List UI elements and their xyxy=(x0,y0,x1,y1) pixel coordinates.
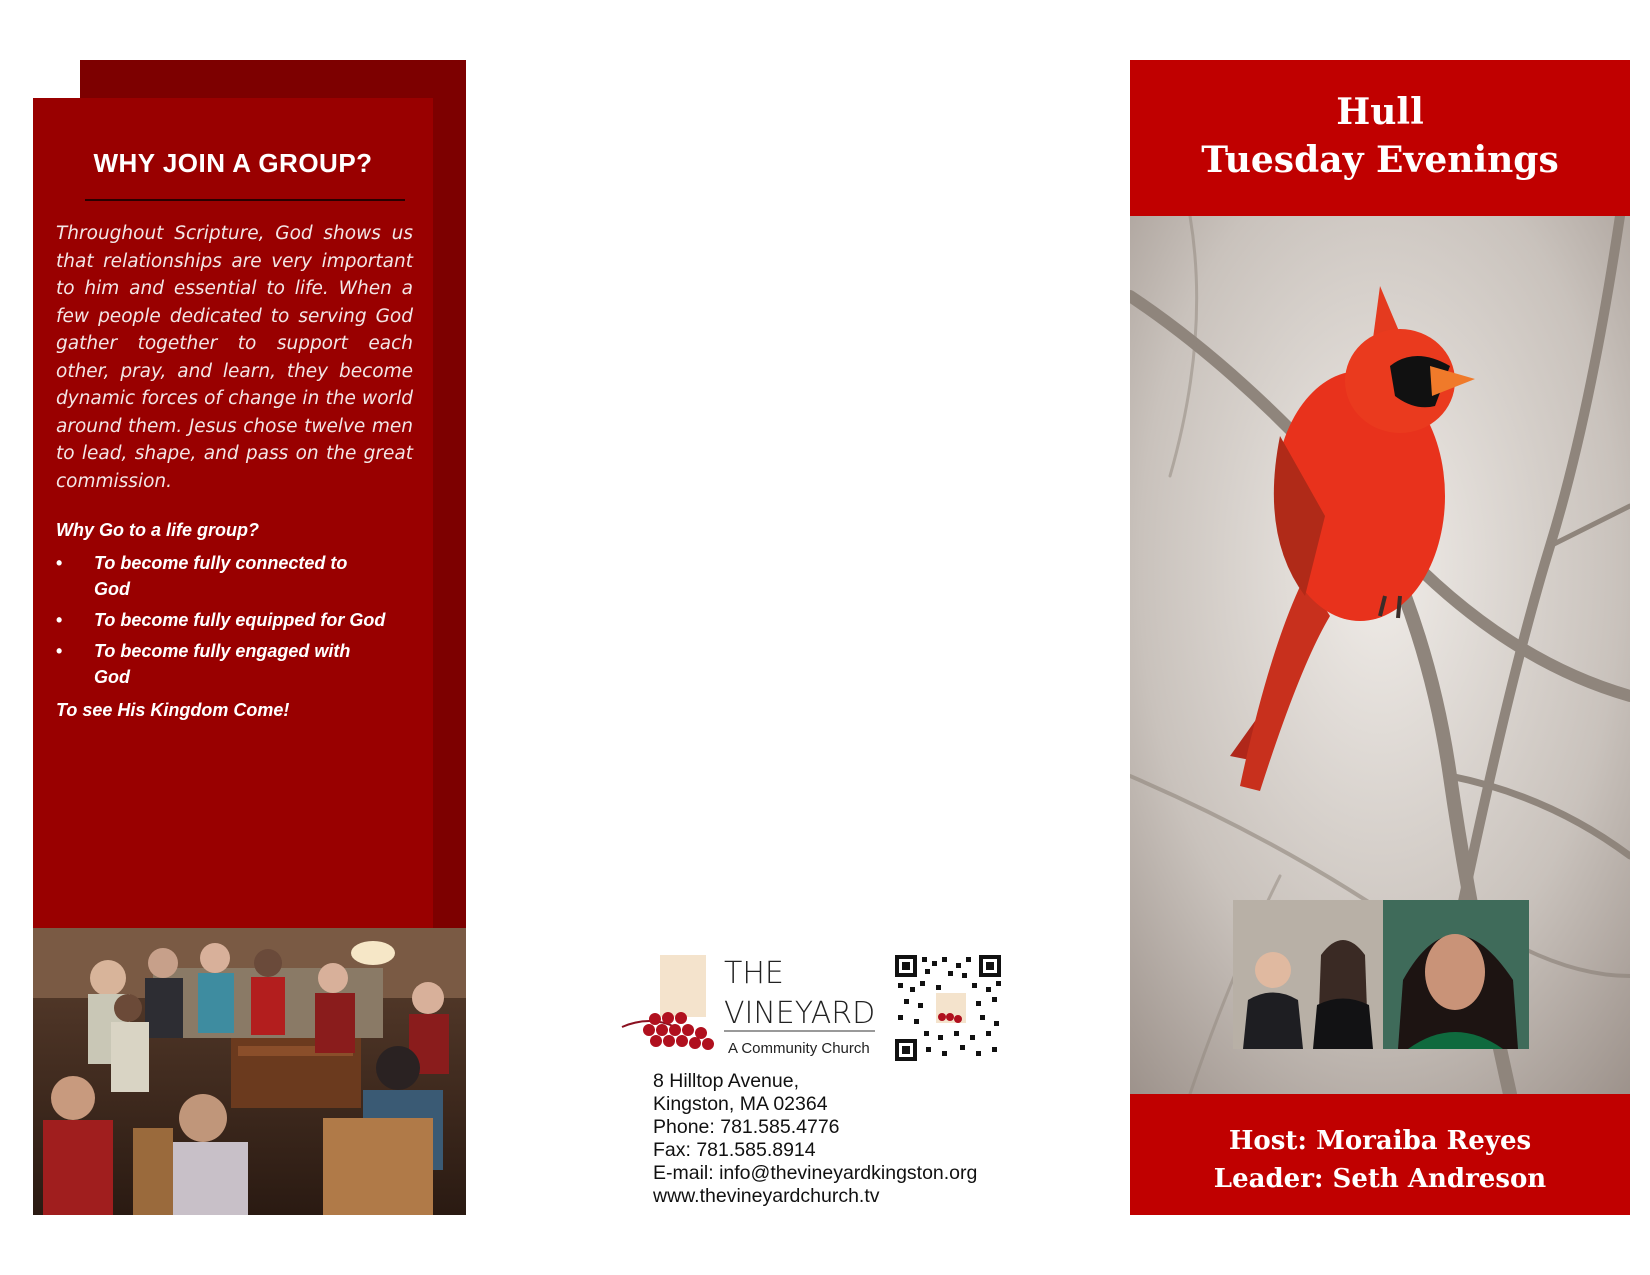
reason-item: • To become fully connected to God xyxy=(56,550,386,602)
website-url: www.thevineyardchurch.tv xyxy=(653,1185,880,1207)
reason-item: • To become fully equipped for God xyxy=(56,607,386,633)
title-divider xyxy=(85,199,405,201)
reason-item: • To become fully engaged with God xyxy=(56,638,386,690)
logo-name-line2: VINEYARD xyxy=(724,996,876,1031)
why-join-title: WHY JOIN A GROUP? xyxy=(93,148,373,178)
group-photo xyxy=(33,928,466,1215)
logo-tagline: A Community Church xyxy=(728,1040,870,1057)
leader-name: Leader: Seth Andreson xyxy=(1213,1164,1547,1194)
host-name: Host: Moraiba Reyes xyxy=(1228,1126,1532,1156)
reasons-list xyxy=(56,550,386,695)
vineyard-logo xyxy=(620,955,1020,1065)
title-banner xyxy=(1130,60,1630,216)
why-join-body: Throughout Scripture, God shows us that relationships are very important to him and essential to life. When a few people dedicated to serving God gather together to support each other, pray, and learn, they become dynamic forces of change in the world around them. Jesus chose twelve men to lead, shape, and pass on the great commission. xyxy=(56,223,413,492)
address-city: Kingston, MA 02364 xyxy=(653,1093,828,1115)
kingdom-closing: To see His Kingdom Come! xyxy=(56,700,290,720)
contact-info xyxy=(653,1070,977,1208)
why-go-heading: Why Go to a life group? xyxy=(56,520,259,540)
logo-name-line1: THE xyxy=(724,956,784,991)
group-title xyxy=(1130,88,1630,184)
title-schedule: Tuesday Evenings xyxy=(1201,139,1559,181)
phone-number: Phone: 781.585.4776 xyxy=(653,1116,840,1138)
why-join-panel xyxy=(33,98,433,928)
bullet-icon: • xyxy=(56,610,63,630)
leaders-photo xyxy=(1233,900,1529,1049)
address-street: 8 Hilltop Avenue, xyxy=(653,1070,799,1092)
bullet-icon: • xyxy=(56,641,63,661)
bullet-icon: • xyxy=(56,553,63,573)
fax-number: Fax: 781.585.8914 xyxy=(653,1139,816,1161)
credits-banner xyxy=(1130,1094,1630,1215)
qr-code-icon xyxy=(895,955,1001,1061)
email-address: E-mail: info@thevineyardkingston.org xyxy=(653,1162,978,1184)
host-leader-credits xyxy=(1130,1122,1630,1198)
title-location: Hull xyxy=(1336,91,1424,133)
